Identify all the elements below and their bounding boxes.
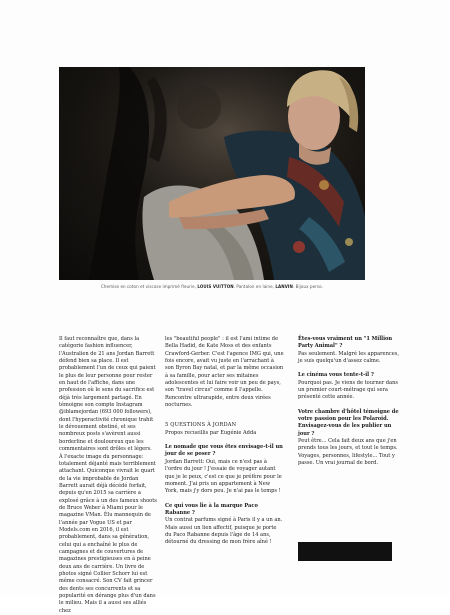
question-3: Êtes-vous vraiment un "1 Million Party Animal" ?	[298, 336, 393, 350]
caption-brand-louis-vuitton: LOUIS VUITTON	[197, 284, 234, 289]
fashion-photo	[59, 67, 365, 280]
caption-text-b: . Pantalon en laine,	[233, 284, 275, 289]
article-column-2	[165, 336, 284, 554]
answer-3: Pas seulement. Malgré les apparences, je suis quelqu'un d'assez calme.	[298, 350, 399, 365]
question-4: Le cinéma vous tente-t-il ?	[298, 372, 374, 379]
article-column-1	[59, 336, 157, 615]
answer-4: Pourquoi pas. Je viens de tourner dans un premier court-métrage qui sera présenté cette année.	[298, 379, 398, 401]
caption-text-a: Chemise en coton et viscose imprimé fleurie,	[101, 284, 197, 289]
photo-caption	[59, 284, 365, 289]
interview-credit: Propos recueillis par Eugénie Adda	[165, 429, 257, 436]
question-1: Le nomade que vous êtes envisage-t-il un jour de se poser ?	[165, 444, 283, 458]
black-block	[298, 542, 392, 561]
intro-paragraph: Il faut reconnaître que, dans la catégorie fashion influencer, l'Australien de 21 ans Jordan Barrett défend bien sa place. Il est probablement l'un de ceux qui paient le plus de leur personne pour rester en haut de l'affiche, dans une profession où le sens du sacrifice est déjà très largement partagé. En témoigne son compte Instagram @iblamejordan (693 000 followers), dont l'hyperactivité chronique trahit le dévouement obstiné, et ses nombreux posts s'avèrent aussi borderline et douloureux que les commentaires sont drôles et légers. À l'exacte image du personnage: totalement déjanté mais terriblement attachant. Quiconque vivrait le quart de la vie improbable de Jordan Barrett aurait déjà décédé forfait, depuis qu'en 2015 sa carrière a explosé grâce à un des fameux shoots de Bruce Weber à Miami pour le magazine VMan. Élu mannequin de l'année par Vogue US et par Models.com en 2016, il est probablement, dans sa génération, celui qui a enchaîné le plus de campagnes et de couvertures de magazines prestigieuses en à peine deux ans de carrière. Un livre de photos signé Collier Schorr lui est même consacré. Son CV fait grincer des dents ses concurrents et sa popularité en dérange plus d'un dans le milieu. Mais il a aussi ses alliés chez	[59, 336, 157, 614]
answer-2: Un contrat parfums signé à Paris il y a un an. Mais aussi un lien affectif, puisque je porte du Paco Rabanne depuis l'âge de 14 ans, détourné du dressing de mon frère aîné !	[165, 517, 283, 546]
answer-1: Jordan Barrett: Oui, mais ce n'est pas à l'ordre du jour ! J'essaie de voyager autant que je le peux, c'est ce que je préfère pour le moment. J'ai pris un appartement à New York, mais j'y dors peu. Je n'ai pas le temps !	[165, 458, 282, 495]
caption-brand-lanvin: LANVIN	[275, 284, 293, 289]
question-5: Votre chambre d'hôtel témoigne de votre passion pour les Polaroid. Envisagez-vous de les publier un jour ?	[298, 408, 399, 437]
interview-heading: 5 QUESTIONS À JORDAN	[165, 422, 237, 429]
continued-paragraph: les "beautiful people" : il est l'ami intime de Bella Hadid, de Kate Moss et des enfants Crawford-Gerber. C'est l'agence IMG qui, une fois encore, avait vu juste en l'arrachant à son Byron Bay natal, et par la même occasion à sa famille, pour acter ses mitaines adolescentes et lui faire voir un peu de pays, son "travel circus" comme il l'appelle. Rencontre ultrarapide, entre deux virées nocturnes.	[165, 336, 284, 409]
question-2: Ce qui vous lie à la marque Paco Rabanne ?	[165, 502, 258, 516]
photo-illustration	[59, 67, 365, 280]
answer-5: Peut être... Cela fait deux ans que j'en prends tous les jours, et tout le temps. Voyages, personnes, lifestyle... Tout y passe. Un vrai journal de bord.	[298, 438, 398, 467]
article-column-3	[298, 336, 400, 475]
caption-text-c: . Bijoux perso.	[292, 284, 323, 289]
